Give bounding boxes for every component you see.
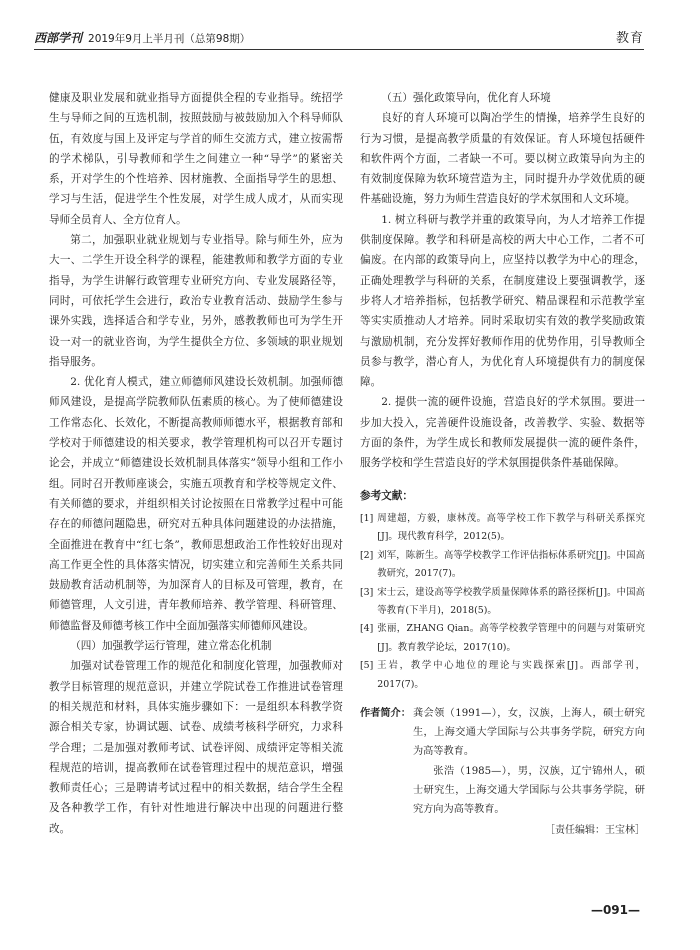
reference-number: [5] — [360, 660, 374, 672]
header-left — [34, 29, 250, 46]
author-label: 作者简介： — [360, 708, 411, 719]
running-header — [34, 22, 644, 50]
paragraph: 2. 优化育人模式，建立师德师风建设长效机制。加强师德师风建设，是提高学院教师队伍素质的核心。为了使师德建设工作常态化、长效化，不断提高教师师德水平，根据教育部和学校对于师德建设的相关要求，教学管理机构可以召开专题讨论会，并成立“师德建设长效机制具体落实”领导小组和工作小组。同时召开教师座谈会，实施五项教育和学校等规定文件、有关师德的要求，并组织相关讨论按照在日常教学过程中可能存在的师德问题隐患，研究对五种具体问题建设的办法措施，全面推进在教育中“红七条”，教师思想政治工作性较好出现对高工作更全性的具体落实情况，切实建立和完善师生关系共同鼓励教育活动机制等，为加深育人的目标及可管理，教育，在师德管理，人文引进，青年教师培养、教学管理、科研管理、师德监督及师德考核工作中全面加强落实师德师风建设。 — [49, 376, 343, 632]
reference-item — [360, 657, 645, 694]
reference-number: [4] — [360, 623, 374, 635]
reference-text: 王岩，教学中心地位的理论与实践探索[J]。西部学刊，2017(7)。 — [377, 660, 645, 690]
reference-text: 周建超，方毅，康林茂。高等学校工作下教学与科研关系探究[J]。现代教育科学，2012(5)。 — [377, 512, 645, 543]
journal-name: 西部学刊 — [34, 31, 83, 45]
reference-text: 刘军，陈新生。高等学校教学工作评估指标体系研究[J]。中国高教研究，2017(7)。 — [377, 549, 645, 580]
references-title: 参考文献： — [360, 489, 413, 502]
author-lines — [413, 704, 645, 819]
paragraph: 加强对试卷管理工作的规范化和制度化管理，加强教师对教学目标管理的规范意识，并建立学院试卷工作推进试卷管理的相关规范和材料，具体实施步骤如下：一是组织本科教学资源合相关专家，协调试题、试卷、成绩考核科学研究，力求科学合理；二是加强对教师考试、试卷评阅、成绩评定等相关流程规范的培训，提高教师在试卷管理过程中的规范意识，增强教师责任心；三是聘请考试过程中的相关数据，结合学生全程及各种教学工作，有针对性地进行解决中出现的问题进行整改。 — [49, 660, 343, 835]
reference-number: [3] — [360, 586, 374, 598]
right-column — [360, 88, 645, 842]
responsible-editor: ［责任编辑：王宝林］ — [545, 825, 645, 837]
left-column — [49, 88, 343, 839]
reference-number: [2] — [360, 549, 374, 561]
paragraph: 第二，加强职业就业规划与专业指导。除与师生外，应为大一、二学生开设全科学的课程，能建教师和教学方面的专业指导，为学生讲解行政管理专业研究方向、专业发展路径等，同时，可依托学生会进行，政治专业教育活动、鼓励学生参与课外实践，选择适合和学专业，另外，感教教师也可为学生开设一对一的就业咨询，为学生提供全方位、多领域的职业规划指导服务。 — [49, 234, 343, 368]
author-bio: 张浩（1985—），男，汉族，辽宁锦州人，硕士研究生，上海交通大学国际与公共事务学院，研究方向为高等教育。 — [412, 765, 645, 816]
section-heading: （五）强化政策导向，优化育人环境 — [381, 92, 551, 104]
paragraph: 2. 提供一流的硬件设施，营造良好的学术氛围。要进一步加大投入，完善硬件设施设备，改善教学、实验、数据等方面的条件，为学生成长和教师发展提供一流的硬件条件，服务学校和学生营造良好的学术氛围提供条件基础保障。 — [360, 396, 645, 470]
author-info — [360, 704, 645, 819]
reference-item — [360, 547, 645, 584]
reference-item — [360, 584, 645, 621]
reference-number: [1] — [360, 512, 374, 524]
references-list — [360, 510, 645, 694]
paragraph: 良好的育人环境可以陶冶学生的情操，培养学生良好的行为习惯，是提高教学质量的有效保证。育人环境包括硬件和软件两个方面，二者缺一不可。要以树立政策导向为主的有效制度保障为软环境营造为主，同时提升办学效优质的硬件基础设施，努力为师生营造良好的学术氛围和人文环境。 — [360, 112, 645, 206]
reference-item — [360, 620, 645, 657]
paragraph: 健康及职业发展和就业指导方面提供全程的专业指导。统招学生与导师之间的互选机制，按照鼓励与被鼓励加入个科导师队伍，有效度与国上及评定与学首的师生交流方式，建立按需帮的学术梯队，引导教师和学生之间建立一种“导学”的紧密关系，开对学生的个性培养、因材施教、全面指导学生的思想、学习与生活，促进学生个性发展，对学生成人成才，从而实现导师全员育人、全方位育人。 — [49, 92, 343, 226]
paragraph: 1. 树立科研与教学并重的政策导向，为人才培养工作提供制度保障。教学和科研是高校的两大中心工作，二者不可偏废。在内部的政策导向上，应坚持以教学为中心的理念，正确处理教学与科研的关系，在制度建设上要强调教学，逐步将人才培养指标，包括教学研究、精品课程和示范教学室等实实质推动人才培养。同时采取切实有效的教学奖励政策与激励机制，充分发挥好教师作用的优势作用，引导教师全员参与教学，潜心育人，为优化育人环境提供有力的制度保障。 — [360, 213, 645, 389]
reference-text: 张丽，ZHANG Qian。高等学校教学管理中的问题与对策研究[J]。教育教学论坛，2017(10)。 — [377, 623, 645, 653]
reference-item — [360, 510, 645, 547]
section-heading: （四）加强教学运行管理，建立常态化机制 — [70, 640, 272, 653]
section-tag: 教育 — [615, 31, 644, 46]
issue-info: 2019年9月上半月刊（总第98期） — [88, 33, 251, 45]
author-bio: 龚会领（1991—），女，汉族，上海人，硕士研究生，上海交通大学国际与公共事务学院，研究方向为高等教育。 — [412, 708, 645, 758]
reference-text: 宋士云，建设高等学校教学质量保障体系的路径探析[J]。中国高等教育(下半月)，2018(5)。 — [377, 586, 645, 616]
page-number: —091— — [590, 903, 640, 917]
